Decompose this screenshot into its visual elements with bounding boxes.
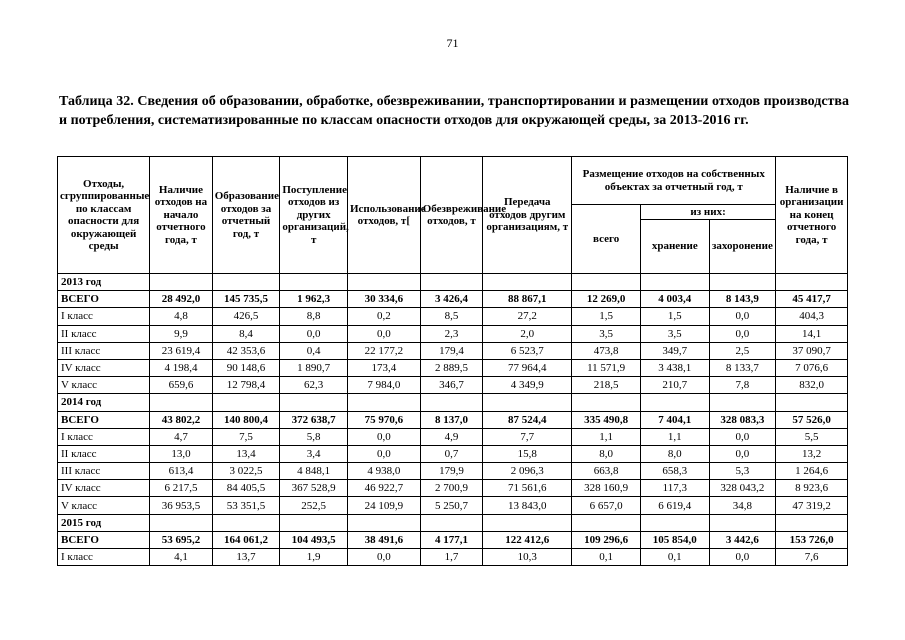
value-cell: 0,1: [640, 549, 709, 566]
empty-cell: [420, 274, 483, 291]
header-end-balance: Наличие в организации на конец отчетного года, т: [776, 157, 848, 274]
value-cell: 22 177,2: [347, 342, 420, 359]
value-cell: 426,5: [212, 308, 280, 325]
value-cell: 3,5: [640, 325, 709, 342]
row-label: ВСЕГО: [58, 411, 150, 428]
empty-cell: [347, 394, 420, 411]
value-cell: 4,1: [150, 549, 213, 566]
value-cell: 179,4: [420, 342, 483, 359]
value-cell: 613,4: [150, 463, 213, 480]
empty-cell: [150, 394, 213, 411]
empty-cell: [212, 394, 280, 411]
row-label: I класс: [58, 549, 150, 566]
empty-cell: [212, 514, 280, 531]
header-placement-total: всего: [572, 205, 641, 274]
value-cell: 372 638,7: [280, 411, 348, 428]
row-label: II класс: [58, 325, 150, 342]
table-row: [58, 308, 848, 325]
value-cell: 36 953,5: [150, 497, 213, 514]
value-cell: 90 148,6: [212, 359, 280, 376]
header-burial: захоронение: [709, 220, 776, 274]
year-label: 2014 год: [58, 394, 150, 411]
value-cell: 13,0: [150, 445, 213, 462]
header-waste-classes: Отходы, сгруппированные по классам опасности для окружающей среды: [58, 157, 150, 274]
value-cell: 1,1: [572, 428, 641, 445]
value-cell: 328 160,9: [572, 480, 641, 497]
value-cell: 1 890,7: [280, 359, 348, 376]
value-cell: 0,7: [420, 445, 483, 462]
empty-cell: [709, 394, 776, 411]
value-cell: 7 404,1: [640, 411, 709, 428]
value-cell: 104 493,5: [280, 531, 348, 548]
value-cell: 6 619,4: [640, 497, 709, 514]
value-cell: 252,5: [280, 497, 348, 514]
total-row: [58, 531, 848, 548]
value-cell: 3 426,4: [420, 291, 483, 308]
row-label: V класс: [58, 497, 150, 514]
value-cell: 0,0: [347, 325, 420, 342]
empty-cell: [709, 514, 776, 531]
value-cell: 4 349,9: [483, 377, 572, 394]
value-cell: 105 854,0: [640, 531, 709, 548]
value-cell: 4 177,1: [420, 531, 483, 548]
value-cell: 88 867,1: [483, 291, 572, 308]
value-cell: 5,5: [776, 428, 848, 445]
value-cell: 3 438,1: [640, 359, 709, 376]
value-cell: 23 619,4: [150, 342, 213, 359]
year-label: 2015 год: [58, 514, 150, 531]
table-body: [58, 274, 848, 566]
value-cell: 1,1: [640, 428, 709, 445]
value-cell: 53 695,2: [150, 531, 213, 548]
row-label: V класс: [58, 377, 150, 394]
value-cell: 0,4: [280, 342, 348, 359]
value-cell: 1,7: [420, 549, 483, 566]
value-cell: 0,0: [280, 325, 348, 342]
row-label: I класс: [58, 308, 150, 325]
header-start-balance: Наличие отходов на начало отчетного года, т: [150, 157, 213, 274]
value-cell: 2,0: [483, 325, 572, 342]
table-row: [58, 463, 848, 480]
empty-cell: [640, 514, 709, 531]
value-cell: 46 922,7: [347, 480, 420, 497]
value-cell: 13 843,0: [483, 497, 572, 514]
value-cell: 6 217,5: [150, 480, 213, 497]
header-storage: хранение: [640, 220, 709, 274]
value-cell: 87 524,4: [483, 411, 572, 428]
value-cell: 28 492,0: [150, 291, 213, 308]
value-cell: 75 970,6: [347, 411, 420, 428]
value-cell: 77 964,4: [483, 359, 572, 376]
table-row: [58, 325, 848, 342]
value-cell: 7 076,6: [776, 359, 848, 376]
value-cell: 24 109,9: [347, 497, 420, 514]
header-used: Использование отходов, т[: [347, 157, 420, 274]
value-cell: 5,8: [280, 428, 348, 445]
value-cell: 84 405,5: [212, 480, 280, 497]
value-cell: 122 412,6: [483, 531, 572, 548]
empty-cell: [776, 274, 848, 291]
value-cell: 4 198,4: [150, 359, 213, 376]
header-of-which: из них:: [640, 205, 775, 220]
value-cell: 0,0: [709, 445, 776, 462]
value-cell: 173,4: [347, 359, 420, 376]
value-cell: 473,8: [572, 342, 641, 359]
empty-cell: [776, 394, 848, 411]
empty-cell: [420, 394, 483, 411]
empty-cell: [347, 514, 420, 531]
value-cell: 4,7: [150, 428, 213, 445]
table-row: [58, 549, 848, 566]
header-transferred: Передача отходов другим организациям, т: [483, 157, 572, 274]
value-cell: 6 523,7: [483, 342, 572, 359]
value-cell: 53 351,5: [212, 497, 280, 514]
value-cell: 43 802,2: [150, 411, 213, 428]
value-cell: 5 250,7: [420, 497, 483, 514]
value-cell: 3,4: [280, 445, 348, 462]
value-cell: 0,2: [347, 308, 420, 325]
value-cell: 14,1: [776, 325, 848, 342]
value-cell: 0,0: [347, 428, 420, 445]
empty-cell: [776, 514, 848, 531]
header-formed: Образование отходов за отчетный год, т: [212, 157, 280, 274]
value-cell: 10,3: [483, 549, 572, 566]
value-cell: 8 137,0: [420, 411, 483, 428]
row-label: IV класс: [58, 359, 150, 376]
value-cell: 8,5: [420, 308, 483, 325]
value-cell: 659,6: [150, 377, 213, 394]
value-cell: 335 490,8: [572, 411, 641, 428]
empty-cell: [347, 274, 420, 291]
value-cell: 1 962,3: [280, 291, 348, 308]
value-cell: 7 984,0: [347, 377, 420, 394]
value-cell: 34,8: [709, 497, 776, 514]
value-cell: 3 022,5: [212, 463, 280, 480]
value-cell: 4 003,4: [640, 291, 709, 308]
value-cell: 7,5: [212, 428, 280, 445]
value-cell: 349,7: [640, 342, 709, 359]
empty-cell: [572, 274, 641, 291]
value-cell: 0,0: [709, 549, 776, 566]
value-cell: 153 726,0: [776, 531, 848, 548]
value-cell: 404,3: [776, 308, 848, 325]
value-cell: 57 526,0: [776, 411, 848, 428]
value-cell: 7,8: [709, 377, 776, 394]
empty-cell: [483, 394, 572, 411]
value-cell: 2,3: [420, 325, 483, 342]
value-cell: 179,9: [420, 463, 483, 480]
empty-cell: [280, 514, 348, 531]
value-cell: 2,5: [709, 342, 776, 359]
empty-cell: [572, 514, 641, 531]
year-label: 2013 год: [58, 274, 150, 291]
empty-cell: [640, 274, 709, 291]
value-cell: 7,6: [776, 549, 848, 566]
empty-cell: [420, 514, 483, 531]
value-cell: 0,0: [347, 445, 420, 462]
value-cell: 0,0: [709, 428, 776, 445]
value-cell: 8,0: [572, 445, 641, 462]
table-row: [58, 497, 848, 514]
table-row: [58, 359, 848, 376]
value-cell: 37 090,7: [776, 342, 848, 359]
header-received: Поступление отходов из других организаций, т: [280, 157, 348, 274]
row-label: IV класс: [58, 480, 150, 497]
value-cell: 210,7: [640, 377, 709, 394]
value-cell: 47 319,2: [776, 497, 848, 514]
row-label: III класс: [58, 342, 150, 359]
value-cell: 62,3: [280, 377, 348, 394]
value-cell: 13,4: [212, 445, 280, 462]
value-cell: 12 798,4: [212, 377, 280, 394]
empty-cell: [150, 514, 213, 531]
table-row: [58, 480, 848, 497]
value-cell: 1,9: [280, 549, 348, 566]
empty-cell: [212, 274, 280, 291]
value-cell: 4 848,1: [280, 463, 348, 480]
table-caption: Таблица 32. Сведения об образовании, обработке, обезвреживании, транспортировании и размещении отходов производства и потребления, систематизированные по классам опасности отходов для окружающей среды, за 2013-2016 гг.: [59, 94, 849, 128]
value-cell: 38 491,6: [347, 531, 420, 548]
value-cell: 3 442,6: [709, 531, 776, 548]
empty-cell: [483, 514, 572, 531]
year-row: [58, 394, 848, 411]
empty-cell: [572, 394, 641, 411]
value-cell: 328 083,3: [709, 411, 776, 428]
table-row: [58, 342, 848, 359]
value-cell: 2 700,9: [420, 480, 483, 497]
value-cell: 8 133,7: [709, 359, 776, 376]
value-cell: 11 571,9: [572, 359, 641, 376]
waste-table: [57, 156, 848, 566]
value-cell: 1,5: [640, 308, 709, 325]
value-cell: 117,3: [640, 480, 709, 497]
empty-cell: [709, 274, 776, 291]
value-cell: 9,9: [150, 325, 213, 342]
value-cell: 8,4: [212, 325, 280, 342]
value-cell: 45 417,7: [776, 291, 848, 308]
value-cell: 13,7: [212, 549, 280, 566]
empty-cell: [640, 394, 709, 411]
value-cell: 15,8: [483, 445, 572, 462]
value-cell: 663,8: [572, 463, 641, 480]
value-cell: 109 296,6: [572, 531, 641, 548]
value-cell: 6 657,0: [572, 497, 641, 514]
value-cell: 658,3: [640, 463, 709, 480]
row-label: III класс: [58, 463, 150, 480]
empty-cell: [280, 274, 348, 291]
year-row: [58, 514, 848, 531]
empty-cell: [483, 274, 572, 291]
value-cell: 0,0: [709, 308, 776, 325]
value-cell: 27,2: [483, 308, 572, 325]
table-row: [58, 428, 848, 445]
value-cell: 0,1: [572, 549, 641, 566]
value-cell: 346,7: [420, 377, 483, 394]
empty-cell: [280, 394, 348, 411]
empty-cell: [150, 274, 213, 291]
row-label: II класс: [58, 445, 150, 462]
value-cell: 8 143,9: [709, 291, 776, 308]
header-neutralized: Обезвреживание отходов, т: [420, 157, 483, 274]
value-cell: 2 096,3: [483, 463, 572, 480]
table-row: [58, 377, 848, 394]
value-cell: 4 938,0: [347, 463, 420, 480]
value-cell: 328 043,2: [709, 480, 776, 497]
value-cell: 164 061,2: [212, 531, 280, 548]
value-cell: 13,2: [776, 445, 848, 462]
value-cell: 1,5: [572, 308, 641, 325]
header-placement: Размещение отходов на собственных объектах за отчетный год, т: [572, 157, 776, 205]
value-cell: 12 269,0: [572, 291, 641, 308]
value-cell: 3,5: [572, 325, 641, 342]
row-label: ВСЕГО: [58, 291, 150, 308]
value-cell: 8 923,6: [776, 480, 848, 497]
value-cell: 140 800,4: [212, 411, 280, 428]
table-row: [58, 445, 848, 462]
value-cell: 4,8: [150, 308, 213, 325]
value-cell: 0,0: [347, 549, 420, 566]
row-label: I класс: [58, 428, 150, 445]
value-cell: 7,7: [483, 428, 572, 445]
year-row: [58, 274, 848, 291]
value-cell: 2 889,5: [420, 359, 483, 376]
value-cell: 145 735,5: [212, 291, 280, 308]
total-row: [58, 411, 848, 428]
value-cell: 42 353,6: [212, 342, 280, 359]
page-number: 71: [446, 36, 459, 50]
value-cell: 71 561,6: [483, 480, 572, 497]
value-cell: 1 264,6: [776, 463, 848, 480]
value-cell: 0,0: [709, 325, 776, 342]
value-cell: 30 334,6: [347, 291, 420, 308]
row-label: ВСЕГО: [58, 531, 150, 548]
value-cell: 4,9: [420, 428, 483, 445]
value-cell: 832,0: [776, 377, 848, 394]
value-cell: 5,3: [709, 463, 776, 480]
value-cell: 8,0: [640, 445, 709, 462]
value-cell: 218,5: [572, 377, 641, 394]
value-cell: 8,8: [280, 308, 348, 325]
value-cell: 367 528,9: [280, 480, 348, 497]
total-row: [58, 291, 848, 308]
